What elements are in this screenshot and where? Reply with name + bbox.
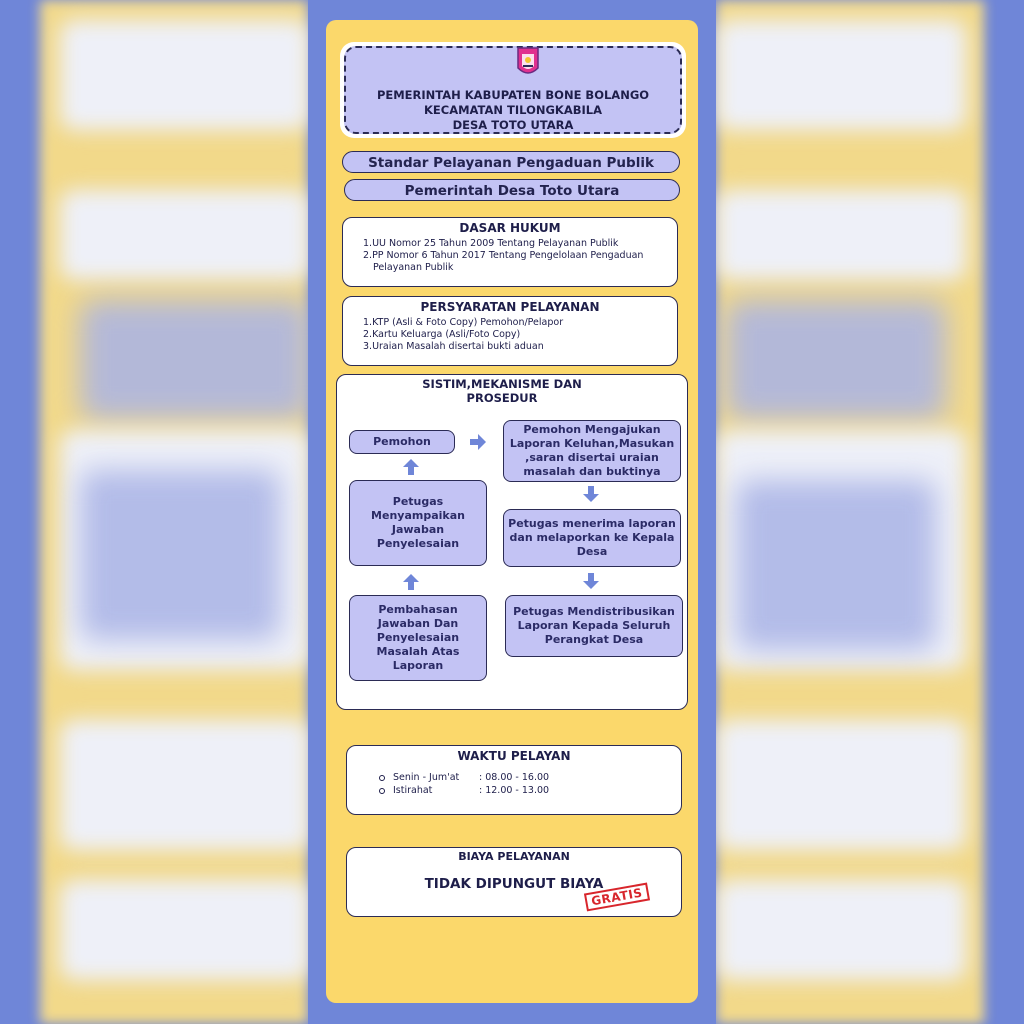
prosedur-title-line-1: SISTIM,MEKANISME DAN (422, 377, 582, 391)
waktu-row (379, 772, 549, 783)
dasar-hukum-card (342, 217, 678, 287)
biaya-text: TIDAK DIPUNGUT BIAYA (424, 876, 604, 892)
header-text (346, 88, 680, 133)
list-item: 2.Kartu Keluarga (Asli/Foto Copy) (363, 329, 521, 340)
dasar-hukum-list (359, 238, 659, 274)
list-item: 2.PP Nomor 6 Tahun 2017 Tentang Pengelolaan Pengaduan Pelayanan Publik (363, 250, 644, 273)
list-item: 1.UU Nomor 25 Tahun 2009 Tentang Pelayanan Publik (363, 238, 619, 249)
persyaratan-title: PERSYARATAN PELAYANAN (420, 300, 600, 314)
regency-emblem-icon (516, 46, 540, 80)
arrow-down-icon (583, 486, 599, 502)
biaya-card (346, 847, 682, 917)
poster-panel (326, 20, 698, 1003)
step-mendistribusikan-laporan: Petugas Mendistribusikan Laporan Kepada Seluruh Perangkat Desa (505, 595, 683, 657)
list-item: 3.Uraian Masalah disertai bukti aduan (363, 341, 544, 352)
waktu-title: WAKTU PELAYAN (457, 749, 571, 763)
step-mengajukan-laporan: Pemohon Mengajukan Laporan Keluhan,Masukan ,saran disertai uraian masalah dan buktinya (503, 420, 681, 482)
gratis-stamp: GRATIS (584, 883, 650, 912)
header-line-1: PEMERINTAH KABUPATEN BONE BOLANGO (376, 88, 650, 102)
waktu-label: Istirahat (393, 785, 433, 796)
prosedur-title (317, 377, 687, 405)
list-item: 1.KTP (Asli & Foto Copy) Pemohon/Pelapor (363, 317, 564, 328)
waktu-value: : 08.00 - 16.00 (479, 772, 550, 783)
banner-pemerintah-desa: Pemerintah Desa Toto Utara (344, 179, 680, 201)
background-right (716, 0, 1024, 1024)
step-menyampaikan-jawaban: Petugas Menyampaikan Jawaban Penyelesaian (349, 480, 487, 566)
persyaratan-card (342, 296, 678, 366)
banner-standar-pelayanan: Standar Pelayanan Pengaduan Publik (342, 151, 680, 173)
prosedur-title-line-2: PROSEDUR (466, 391, 538, 405)
biaya-title: BIAYA PELAYANAN (458, 850, 570, 863)
waktu-card (346, 745, 682, 815)
waktu-row (379, 785, 549, 796)
step-menerima-laporan: Petugas menerima laporan dan melaporkan ke Kepala Desa (503, 509, 681, 567)
header-line-3: DESA TOTO UTARA (452, 118, 574, 132)
arrow-down-icon (583, 573, 599, 589)
waktu-label: Senin - Jum'at (393, 772, 460, 783)
arrow-right-icon (470, 434, 486, 450)
poster (308, 0, 716, 1024)
step-pemohon: Pemohon (349, 430, 455, 454)
persyaratan-list (359, 317, 659, 353)
bullet-icon (379, 788, 385, 794)
header-line-2: KECAMATAN TILONGKABILA (423, 103, 602, 117)
header-inner (344, 46, 682, 134)
arrow-up-icon (403, 459, 419, 475)
arrow-up-icon (403, 574, 419, 590)
step-pembahasan-jawaban: Pembahasan Jawaban Dan Penyelesaian Masalah Atas Laporan (349, 595, 487, 681)
dasar-hukum-title: DASAR HUKUM (459, 221, 561, 235)
header-card (340, 42, 686, 138)
waktu-value: : 12.00 - 13.00 (479, 785, 550, 796)
bullet-icon (379, 775, 385, 781)
prosedur-card (336, 374, 688, 710)
background-left (0, 0, 308, 1024)
